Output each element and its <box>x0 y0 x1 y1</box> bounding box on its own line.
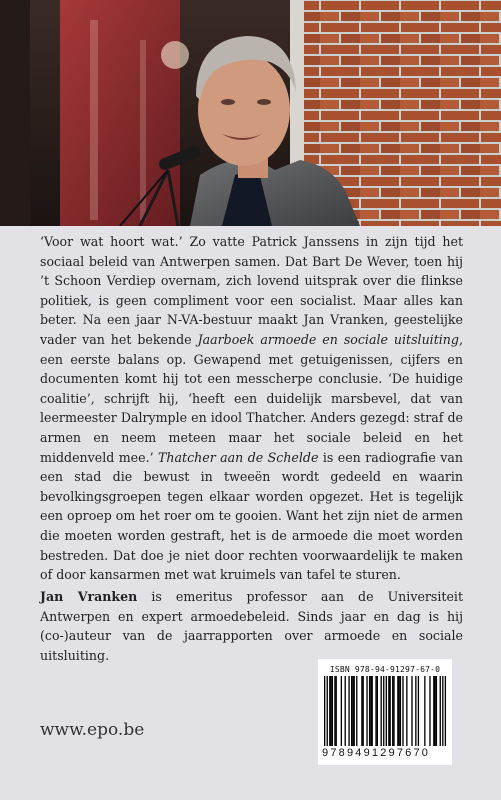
author-bio <box>40 587 463 665</box>
barcode-bar <box>330 676 331 746</box>
barcode-bar <box>442 676 443 746</box>
barcode-bar <box>418 676 419 746</box>
barcode-bar <box>445 676 446 746</box>
barcode-bar <box>402 676 403 746</box>
barcode-bar <box>370 676 371 746</box>
author-bio-text: is emeritus professor aan de Universiteit Antwerpen en expert armoedebeleid. Sinds jaar en dag is hij (co-)auteur van de jaarrapporten over armoede en sociale uitsluiting. <box>40 589 464 663</box>
barcode-bar <box>332 676 333 746</box>
back-cover-blurb <box>40 232 463 585</box>
barcode-bar <box>433 676 434 746</box>
blurb-text-1: ‘Voor wat hoort wat.’ Zo vatte Patrick Janssens in zijn tijd het sociaal beleid van Antwerpen samen. Dat Bart De Wever, toen hij ’t Schoon Verdiep overnam, zich lovend uitsprak over die flinkse politiek, is geen compliment voor een socialist. Maar alles kan beter. Na een jaar N-VA-bestuur maakt Jan Vranken, geestelijke vader van het bekende <box>40 234 463 347</box>
barcode-bar <box>429 676 430 746</box>
barcode-bar <box>411 676 412 746</box>
barcode-bar <box>354 676 355 746</box>
barcode-bar <box>327 676 328 746</box>
author-photo <box>0 0 501 226</box>
barcode-bar <box>356 676 357 746</box>
blurb-book-title-jaarboek: Jaarboek armoede en sociale uitsluiting <box>197 331 459 347</box>
blurb-text-3: is een radiografie van een stad die bewust in tweeën wordt gedeeld en waarin bevolkingsgroepen tegen elkaar worden opgezet. Het is tegelijk een oproep om het roer om te gooien. Want het zijn niet de armen die moeten worden gestraft, het is de armoede die moet worden bestreden. Dat doe je niet door rechten voorwaardelijk te maken of door kansarmen met wat kruimels van tafel te sturen. <box>40 449 463 583</box>
barcode-bar <box>424 676 425 746</box>
barcode-bar <box>393 676 394 746</box>
barcode-bar <box>345 676 346 746</box>
isbn-barcode <box>318 659 452 765</box>
barcode-bar <box>361 676 362 746</box>
barcode-bar <box>415 676 416 746</box>
barcode-bar <box>334 676 335 746</box>
barcode-bar <box>363 676 364 746</box>
barcode-bar <box>369 676 370 746</box>
barcode-bar <box>400 676 401 746</box>
author-name: Jan Vranken <box>40 589 138 604</box>
barcode-bar <box>352 676 353 746</box>
barcode-bar <box>392 676 393 746</box>
barcode-bar <box>329 676 330 746</box>
barcode-bar <box>398 676 399 746</box>
barcode-bar <box>436 676 437 746</box>
barcode-bar <box>383 676 384 746</box>
barcode-bar <box>388 676 389 746</box>
blurb-book-title-thatcher: Thatcher aan de Schelde <box>158 449 319 465</box>
barcode-bar <box>377 676 378 746</box>
barcode-bar <box>406 676 407 746</box>
barcode-bar <box>381 676 382 746</box>
barcode-bar <box>375 676 376 746</box>
barcode-bar <box>348 676 349 746</box>
blurb-text-2: , een eerste balans op. Gewapend met getuigenissen, cijfers en documenten komt hij tot een messcherpe conclusie. ‘De huidige coalitie’, schrijft hij, ‘heeft een duidelijk marsbevel, dat van leermeester Dalrymple en idool Thatcher. Anders gezegd: straf de armen en neem meteen maar het sociale beleid en het middenveld mee.’ <box>40 331 463 465</box>
barcode-bar <box>351 676 352 746</box>
barcode-bars <box>324 676 446 746</box>
barcode-bar <box>389 676 390 746</box>
barcode-bar <box>366 676 367 746</box>
barcode-bar <box>324 676 325 746</box>
barcode-digits: 9789491297670 <box>322 747 431 759</box>
barcode-bar <box>336 676 337 746</box>
isbn-label: ISBN 978-94-91297-67-0 <box>329 665 441 674</box>
barcode-bar <box>386 676 387 746</box>
barcode-bar <box>434 676 435 746</box>
barcode-bar <box>372 676 373 746</box>
barcode-bar <box>341 676 342 746</box>
publisher-website[interactable]: www.epo.be <box>40 720 145 740</box>
barcode-bar <box>397 676 398 746</box>
barcode-bar <box>440 676 441 746</box>
